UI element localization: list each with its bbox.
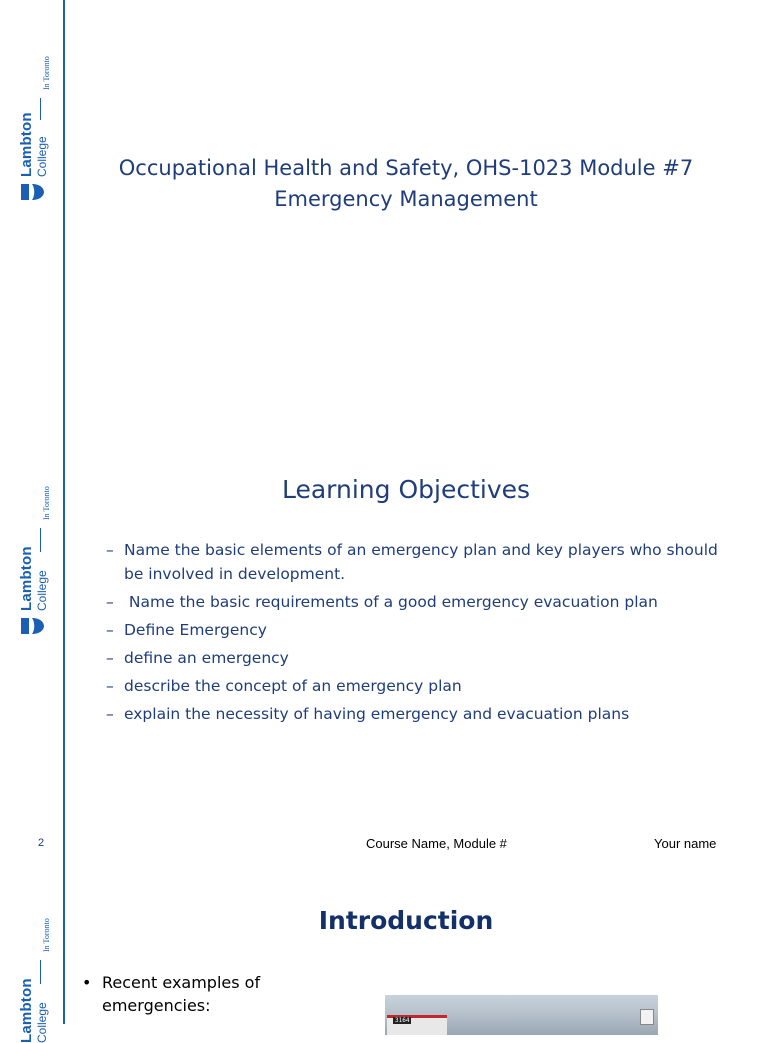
logo-college-text: College <box>35 570 49 611</box>
logo-college-text: College <box>35 136 49 177</box>
logo-divider <box>40 528 41 552</box>
sidebar-divider-line <box>63 0 65 430</box>
intro-bullet-list <box>82 971 322 1017</box>
lambton-college-logo <box>14 912 51 1043</box>
slide-1-title <box>66 153 746 215</box>
sidebar-divider-line <box>63 430 65 862</box>
dash-marker: – <box>106 704 114 723</box>
logo-swoosh-icon <box>19 181 45 203</box>
footer-author-name: Your name <box>654 836 717 851</box>
objective-text: define an emergency <box>124 648 289 667</box>
objectives-list <box>106 539 726 731</box>
logo-in-toronto-text: In Toronto <box>42 56 51 90</box>
introduction-heading: Introduction <box>318 906 494 935</box>
logo-divider <box>40 98 41 120</box>
logo-lambton-text: Lambton <box>18 112 35 177</box>
title-line-1: Occupational Health and Safety, OHS-1023 Module #7 <box>118 156 694 180</box>
list-item <box>106 591 726 615</box>
dash-marker: – <box>106 676 114 695</box>
title-line-2: Emergency Management <box>274 187 538 211</box>
logo-lambton-text: Lambton <box>18 978 35 1043</box>
emergency-photo <box>385 995 658 1035</box>
sign-shape <box>640 1009 654 1025</box>
dash-marker: – <box>106 592 114 611</box>
list-item <box>82 971 322 1017</box>
objective-text: Name the basic requirements of a good emergency evacuation plan <box>124 592 658 611</box>
list-item <box>106 539 726 586</box>
dash-marker: – <box>106 541 114 559</box>
learning-objectives-heading: Learning Objectives <box>281 475 531 504</box>
page-number: 2 <box>38 837 45 849</box>
bullet-text: Recent examples of emergencies: <box>102 973 261 1015</box>
list-item <box>106 619 726 643</box>
objective-text: Define Emergency <box>124 620 267 639</box>
bus-number-label: 3164 <box>395 1017 410 1024</box>
list-item <box>106 703 726 727</box>
slide-1 <box>0 0 768 430</box>
logo-divider <box>40 960 41 984</box>
sidebar-divider-line <box>63 862 65 1024</box>
logo-in-toronto-text: In Toronto <box>42 486 51 520</box>
dash-marker: – <box>106 620 114 639</box>
lambton-college-logo <box>14 50 51 177</box>
objective-text: describe the concept of an emergency plan <box>124 676 462 695</box>
bullet-marker: • <box>82 973 92 992</box>
list-item <box>106 675 726 699</box>
logo-swoosh-icon <box>19 615 45 637</box>
slide-2 <box>0 430 768 862</box>
lambton-college-logo <box>14 480 51 611</box>
list-item <box>106 647 726 671</box>
objective-text: explain the necessity of having emergency and evacuation plans <box>124 704 630 723</box>
logo-in-toronto-text: In Toronto <box>42 918 51 952</box>
logo-college-text: College <box>35 1002 49 1043</box>
footer-course-name: Course Name, Module # <box>366 836 507 851</box>
logo-lambton-text: Lambton <box>18 546 35 611</box>
objective-text: Name the basic elements of an emergency plan and key players who should be involved in development. <box>124 541 718 583</box>
dash-marker: – <box>106 648 114 667</box>
